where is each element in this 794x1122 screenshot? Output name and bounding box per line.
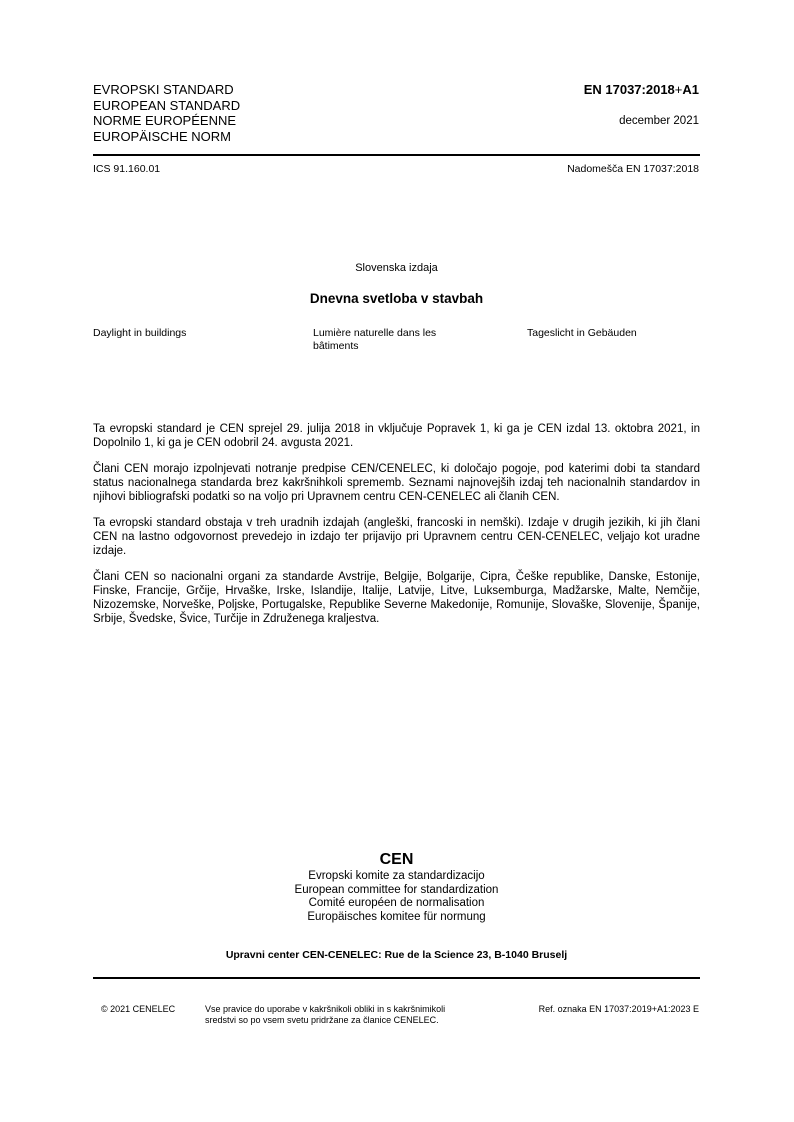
cen-name-fr: Comité européen de normalisation [308,897,485,909]
management-centre-address: Upravni center CEN-CENELEC: Rue de la Science 23, B-1040 Bruselj [225,949,568,961]
supersedes-note: Nadomešča EN 17037:2018 [567,163,699,175]
cen-name-de: Europäisches komitee für normung [307,910,486,923]
header-divider [93,154,700,156]
standard-number [584,82,699,97]
edition-label: Slovenska izdaja [355,262,438,274]
rights-line: sredstvi so po vsem svetu pridržane za članice CENELEC. [205,1015,439,1025]
designation-fr: NORME EUROPÉENNE [93,113,237,128]
publication-date: december 2021 [619,115,699,127]
cen-acronym: CEN [379,851,414,868]
paragraph-members-obligation: Člani CEN morajo izpolnjevati notranje predpise CEN/CENELEC, ki določajo pogoje, pod katerimi dobi ta standard status nacionalnega standarda brez kakršnihkoli sprememb. Seznami najnovejših izdaj teh nacionalnih standardov in njihovi bibliografski podatki so na voljo pri Upravnem centru CEN-CENELEC ali članih CEN. [93,463,700,503]
title-english: Daylight in buildings [93,327,187,339]
designation-sl: EVROPSKI STANDARD [93,82,234,97]
cen-name-en: European committee for standardization [294,883,499,896]
standard-designation-list [93,82,240,144]
standard-number-plus: + [674,82,683,97]
cen-name-sl: Evropski komite za standardizacijo [308,870,485,882]
rights-notice [205,1004,445,1026]
footer-divider [93,977,700,979]
title-french: Lumière naturelle dans les bâtiments [313,327,437,352]
copyright-notice: © 2021 CENELEC [101,1004,176,1014]
standard-number-base: EN 17037:2018 [583,82,675,97]
paragraph-official-versions: Ta evropski standard obstaja v treh uradnih izdajah (angleški, francoski in nemški). Izdaje v drugih jezikih, ki jih člani CEN na lastno odgovornost prevedejo in izdajo ter prijavijo pri Upravnem centru CEN-CENELEC, veljajo kot uradne izdaje. [93,517,700,557]
designation-de: EUROPÄISCHE NORM [93,128,231,144]
rights-line: Vse pravice do uporabe v kakršnikoli obliki in s kakršnimikoli [205,1004,446,1014]
body-text [93,422,700,638]
document-title: Dnevna svetloba v stavbah [309,291,484,306]
ics-code: ICS 91.160.01 [93,163,161,175]
paragraph-members-list: Člani CEN so nacionalni organi za standarde Avstrije, Belgije, Bolgarije, Cipra, Češke republike, Danske, Estonije, Finske, Francije, Grčije, Hrvaške, Irske, Islandije, Italije, Latvije, Litve, Luksemburga, Madžarske, Malte, Nemčije, Nizozemske, Norveške, Poljske, Portugalske, Republike Severne Makedonije, Romunije, Slovaške, Slovenije, Španije, Srbije, Švedske, Švice, Turčije in Združenega kraljestva. [93,571,700,625]
cen-block [93,850,700,924]
reference-number: Ref. oznaka EN 17037:2019+A1:2023 E [538,1004,699,1014]
standard-number-amendment: A1 [682,82,699,97]
paragraph-adoption: Ta evropski standard je CEN sprejel 29. julija 2018 in vključuje Popravek 1, ki ga je CEN izdal 13. oktobra 2021, in Dopolnilo 1, ki ga je CEN odobril 24. avgusta 2021. [93,423,700,449]
designation-en: EUROPEAN STANDARD [93,97,241,113]
title-german: Tageslicht in Gebäuden [527,327,637,339]
